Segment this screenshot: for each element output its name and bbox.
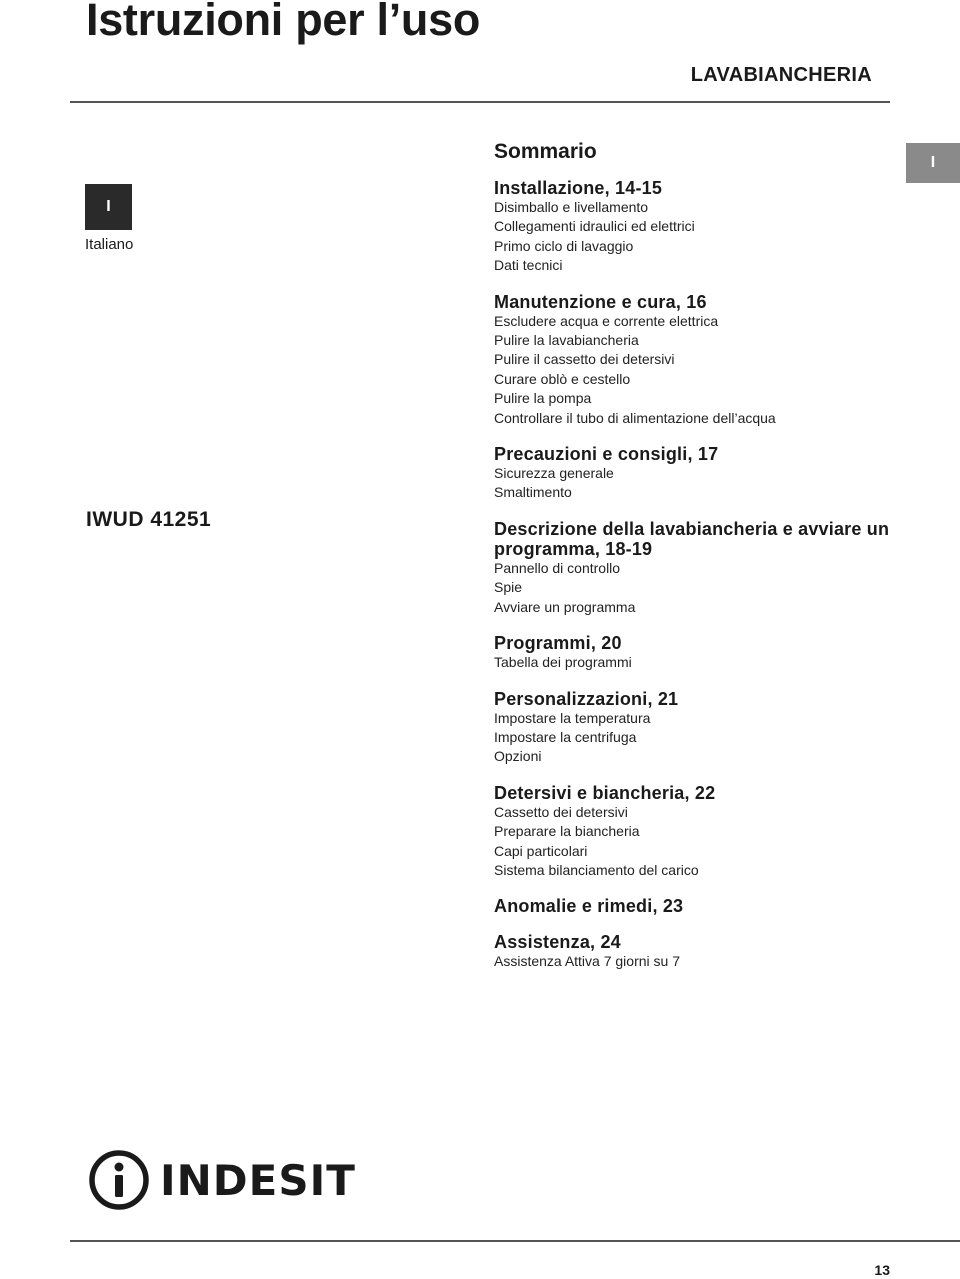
toc-item: Preparare la biancheria	[494, 823, 640, 840]
toc-item: Pannello di controllo	[494, 559, 621, 576]
toc-section	[494, 896, 894, 916]
toc-section	[494, 292, 894, 428]
toc-item: Impostare la temperatura	[494, 709, 651, 726]
toc-item: Sicurezza generale	[494, 465, 614, 482]
toc-item: Impostare la centrifuga	[494, 728, 637, 745]
toc-item: Primo ciclo di lavaggio	[494, 237, 634, 254]
toc-section-title: Installazione, 14-15	[494, 178, 663, 198]
toc-item: Controllare il tubo di alimentazione dell’acqua	[494, 409, 776, 426]
toc-section	[494, 689, 894, 767]
model-number: IWUD 41251	[86, 508, 212, 531]
toc-item: Disimballo e livellamento	[494, 199, 649, 215]
toc-section-title: Personalizzazioni, 21	[494, 688, 679, 709]
toc-section-title: Detersivi e biancheria, 22	[494, 782, 716, 803]
language-code-box: I	[85, 184, 132, 230]
toc-section-title: Descrizione della lavabiancheria e avviare un programma, 18-19	[494, 518, 890, 559]
toc-section	[494, 633, 894, 672]
toc-section	[494, 519, 894, 617]
brand-logo-text: INDESIT	[160, 1155, 356, 1205]
toc-section	[494, 932, 894, 971]
toc-section	[494, 444, 894, 503]
page-number: 13	[874, 1262, 890, 1278]
toc-item: Pulire la pompa	[494, 390, 592, 407]
toc-section-title: Programmi, 20	[494, 633, 622, 654]
toc-section	[494, 178, 894, 276]
toc-item: Smaltimento	[494, 484, 572, 501]
toc-item: Dati tecnici	[494, 257, 563, 274]
indesit-i-icon	[88, 1149, 150, 1211]
language-name: Italiano	[85, 236, 134, 253]
toc-section-title: Manutenzione e cura, 16	[494, 291, 707, 312]
toc-item: Assistenza Attiva 7 giorni su 7	[494, 953, 680, 970]
header-divider	[70, 101, 890, 103]
toc-item: Pulire il cassetto dei detersivi	[494, 351, 675, 368]
toc-item: Spie	[494, 579, 523, 596]
toc-section-title: Precauzioni e consigli, 17	[494, 444, 719, 465]
table-of-contents	[494, 138, 894, 988]
footer-divider	[70, 1240, 960, 1242]
toc-item: Sistema bilanciamento del carico	[494, 861, 699, 878]
toc-item: Collegamenti idraulici ed elettrici	[494, 218, 695, 235]
language-tab: I	[906, 143, 960, 183]
toc-sections	[494, 178, 894, 972]
toc-item: Pulire la lavabiancheria	[494, 332, 639, 349]
toc-item: Curare oblò e cestello	[494, 370, 631, 387]
toc-section-title: Anomalie e rimedi, 23	[494, 896, 684, 917]
toc-item: Escludere acqua e corrente elettrica	[494, 312, 719, 329]
toc-section	[494, 783, 894, 881]
toc-heading: Sommario	[494, 140, 597, 163]
toc-item: Tabella dei programmi	[494, 654, 632, 671]
toc-section-title: Assistenza, 24	[494, 932, 621, 953]
toc-item: Opzioni	[494, 748, 542, 765]
toc-item: Capi particolari	[494, 842, 588, 859]
toc-item: Cassetto dei detersivi	[494, 803, 628, 820]
product-type: LAVABIANCHERIA	[690, 64, 872, 86]
brand-logo	[88, 1150, 356, 1210]
document-title: Istruzioni per l’uso	[86, 0, 481, 45]
toc-item: Avviare un programma	[494, 598, 636, 615]
